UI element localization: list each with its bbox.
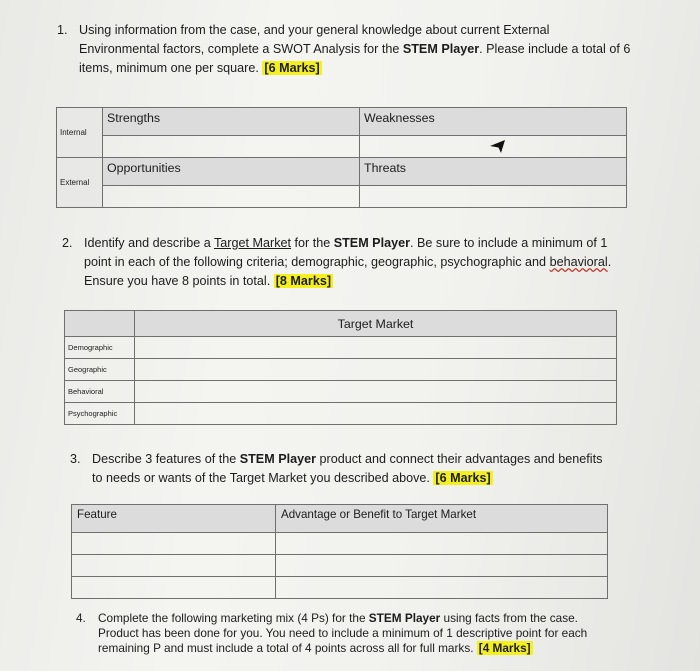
row-label-behavioral: Behavioral [65,381,135,403]
advantage-cell[interactable] [276,555,608,577]
question-text: Complete the following marketing mix (4 Ps) for the STEM Player using facts from the case. Product has been done for you. You need to include a minimum of 1 descriptive point for each remaining P and must include a total of 4 points across all for full marks. [4 Marks] [98,611,588,655]
marks-badge: [6 Marks] [264,61,320,75]
mouse-cursor-icon [489,138,507,154]
question-number: 4. [76,611,86,625]
behavioral-cell[interactable] [135,381,617,403]
weaknesses-header: Weaknesses [360,108,627,136]
threats-cell[interactable] [360,186,627,208]
advantage-cell[interactable] [276,533,608,555]
threats-header: Threats [360,158,627,186]
question-number: 2. [62,236,73,250]
feature-cell[interactable] [72,555,276,577]
marks-badge: [4 Marks] [478,641,531,655]
question-1 [57,21,632,78]
marks-badge: [6 Marks] [435,471,491,485]
target-market-link[interactable]: Target Market [214,236,291,250]
demographic-cell[interactable] [135,337,617,359]
question-3 [70,450,615,488]
marks-badge: [8 Marks] [275,274,332,288]
advantage-cell[interactable] [276,577,608,599]
strengths-cell[interactable] [103,136,360,158]
question-number: 1. [57,23,68,37]
opportunities-header: Opportunities [103,158,360,186]
question-text: Using information from the case, and your general knowledge about current External Environmental factors, complete a SWOT Analysis for the STEM Player. Please include a total of 6 items, minimum one per square. [6 Marks] [79,23,631,75]
psychographic-cell[interactable] [135,403,617,425]
strengths-header: Strengths [103,108,360,136]
question-4 [76,611,616,656]
row-label-psychographic: Psychographic [65,403,135,425]
row-label-external: External [57,158,103,208]
target-market-header: Target Market [135,311,617,337]
question-text: Describe 3 features of the STEM Player product and connect their advantages and benefits to needs or wants of the Target Market you described above. [6 Marks] [92,452,603,485]
opportunities-cell[interactable] [103,186,360,208]
feature-cell[interactable] [72,533,276,555]
features-table [71,504,608,599]
row-label-internal: Internal [57,108,103,158]
question-number: 3. [70,452,81,466]
feature-cell[interactable] [72,577,276,599]
question-2 [62,234,624,291]
feature-header: Feature [72,505,276,533]
row-label-geographic: Geographic [65,359,135,381]
geographic-cell[interactable] [135,359,617,381]
target-market-table [64,310,617,425]
row-label-demographic: Demographic [65,337,135,359]
question-text: Identify and describe a Target Market for the STEM Player. Be sure to include a minimum of 1 point in each of the following criteria; demographic, geographic, psychographic and behavioral. Ensure you have 8 points in total. [8 Marks] [84,236,612,288]
advantage-header: Advantage or Benefit to Target Market [276,505,608,533]
swot-table [56,107,627,208]
